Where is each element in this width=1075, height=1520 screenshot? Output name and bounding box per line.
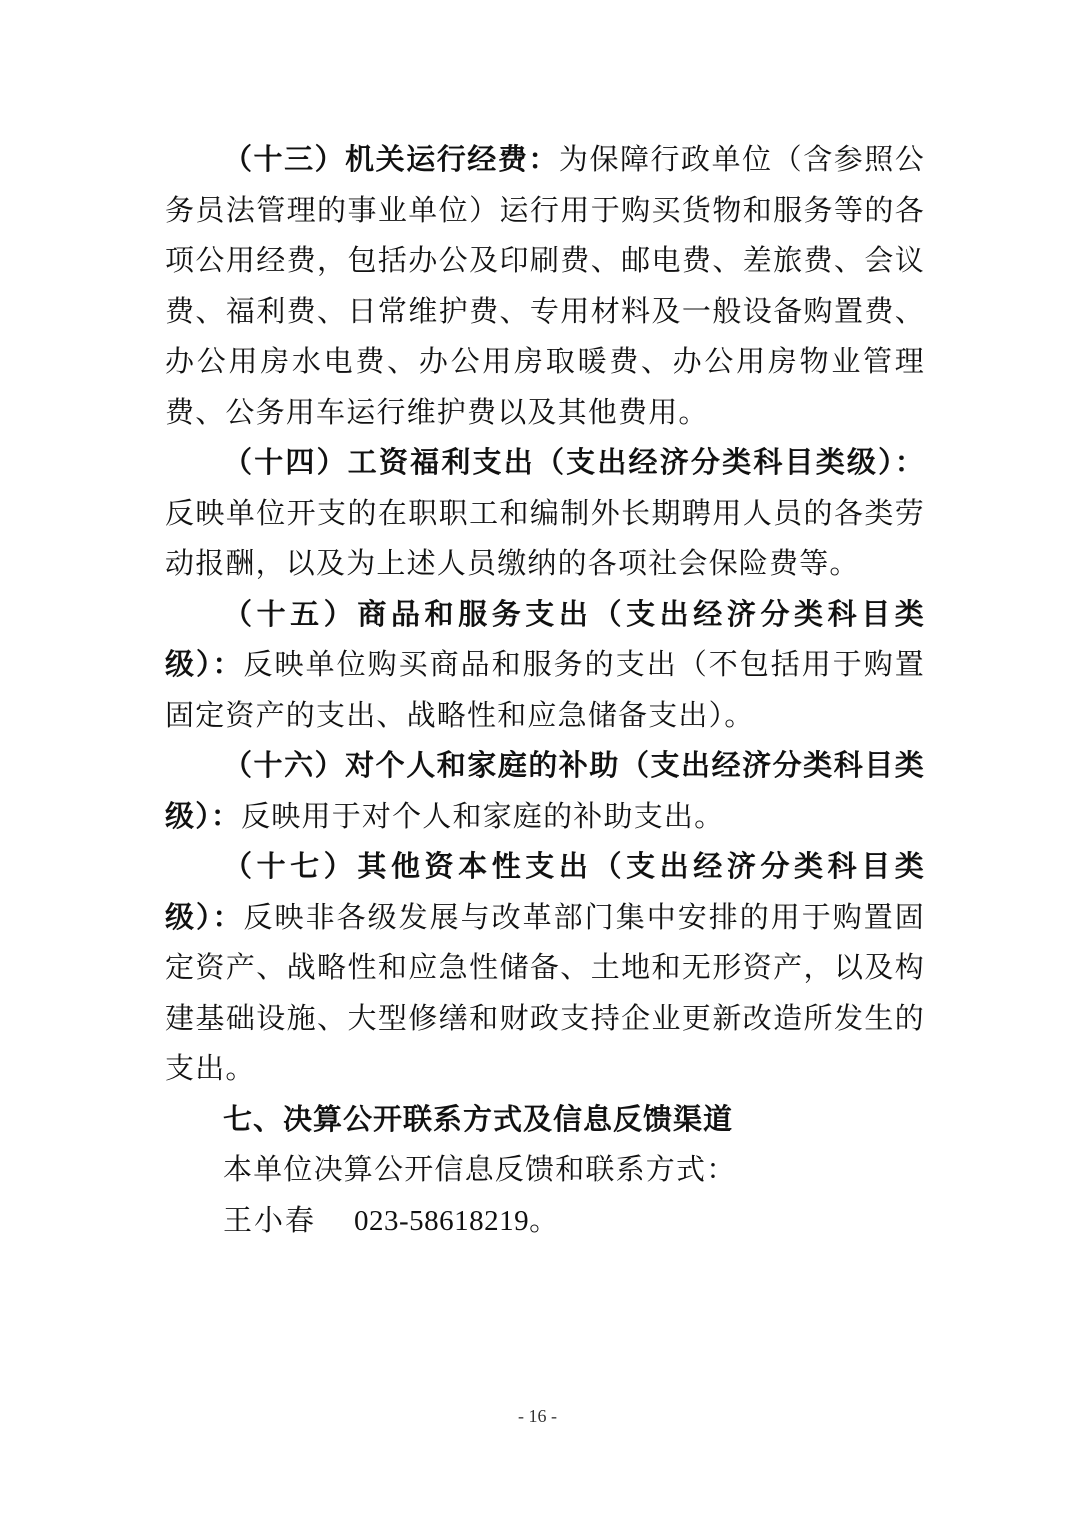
section-16-title: （十六）对个人和家庭的补助（支出经济分类科目类级）： [165, 748, 925, 833]
section-17-title: （十七）其他资本性支出（支出经济分类科目类级）： [165, 849, 925, 934]
contact-line [165, 1195, 925, 1247]
page-number: - 16 - [518, 1406, 557, 1426]
section-17-body: 反映非各级发展与改革部门集中安排的用于购置固定资产、战略性和应急性储备、土地和无形资产，以及构建基础设施、大型修缮和财政支持企业更新改造所发生的支出。 [165, 899, 925, 1085]
contact-intro: 本单位决算公开信息反馈和联系方式： [223, 1152, 737, 1186]
section-15 [165, 589, 925, 741]
section-14 [165, 437, 925, 589]
section-15-title: （十五）商品和服务支出（支出经济分类科目类级）： [165, 596, 925, 681]
section-13-title: （十三）机关运行经费： [223, 142, 559, 176]
section-14-body: 反映单位开支的在职职工和编制外长期聘用人员的各类劳动报酬，以及为上述人员缴纳的各项社会保险费等。 [165, 495, 925, 580]
section-13-body: 为保障行政单位（含参照公务员法管理的事业单位）运行用于购买货物和服务等的各项公用经费，包括办公及印刷费、邮电费、差旅费、会议费、福利费、日常维护费、专用材料及一般设备购置费、办公用房水电费、办公用房取暖费、办公用房物业管理费、公务用车运行维护费以及其他费用。 [165, 142, 926, 429]
contact-name: 王小春 [223, 1202, 317, 1237]
contact-heading: 七、决算公开联系方式及信息反馈渠道 [223, 1101, 734, 1136]
section-16 [165, 740, 925, 841]
section-17 [165, 841, 925, 1094]
document-body [165, 134, 925, 1246]
section-14-title: （十四）工资福利支出（支出经济分类科目类级）： [223, 445, 925, 479]
contact-phone: 023-58618219。 [354, 1204, 559, 1237]
section-13 [165, 134, 925, 437]
section-16-body: 反映用于对个人和家庭的补助支出。 [241, 798, 725, 833]
section-15-body: 反映单位购买商品和服务的支出（不包括用于购置固定资产的支出、战略性和应急储备支出）。 [165, 647, 925, 732]
